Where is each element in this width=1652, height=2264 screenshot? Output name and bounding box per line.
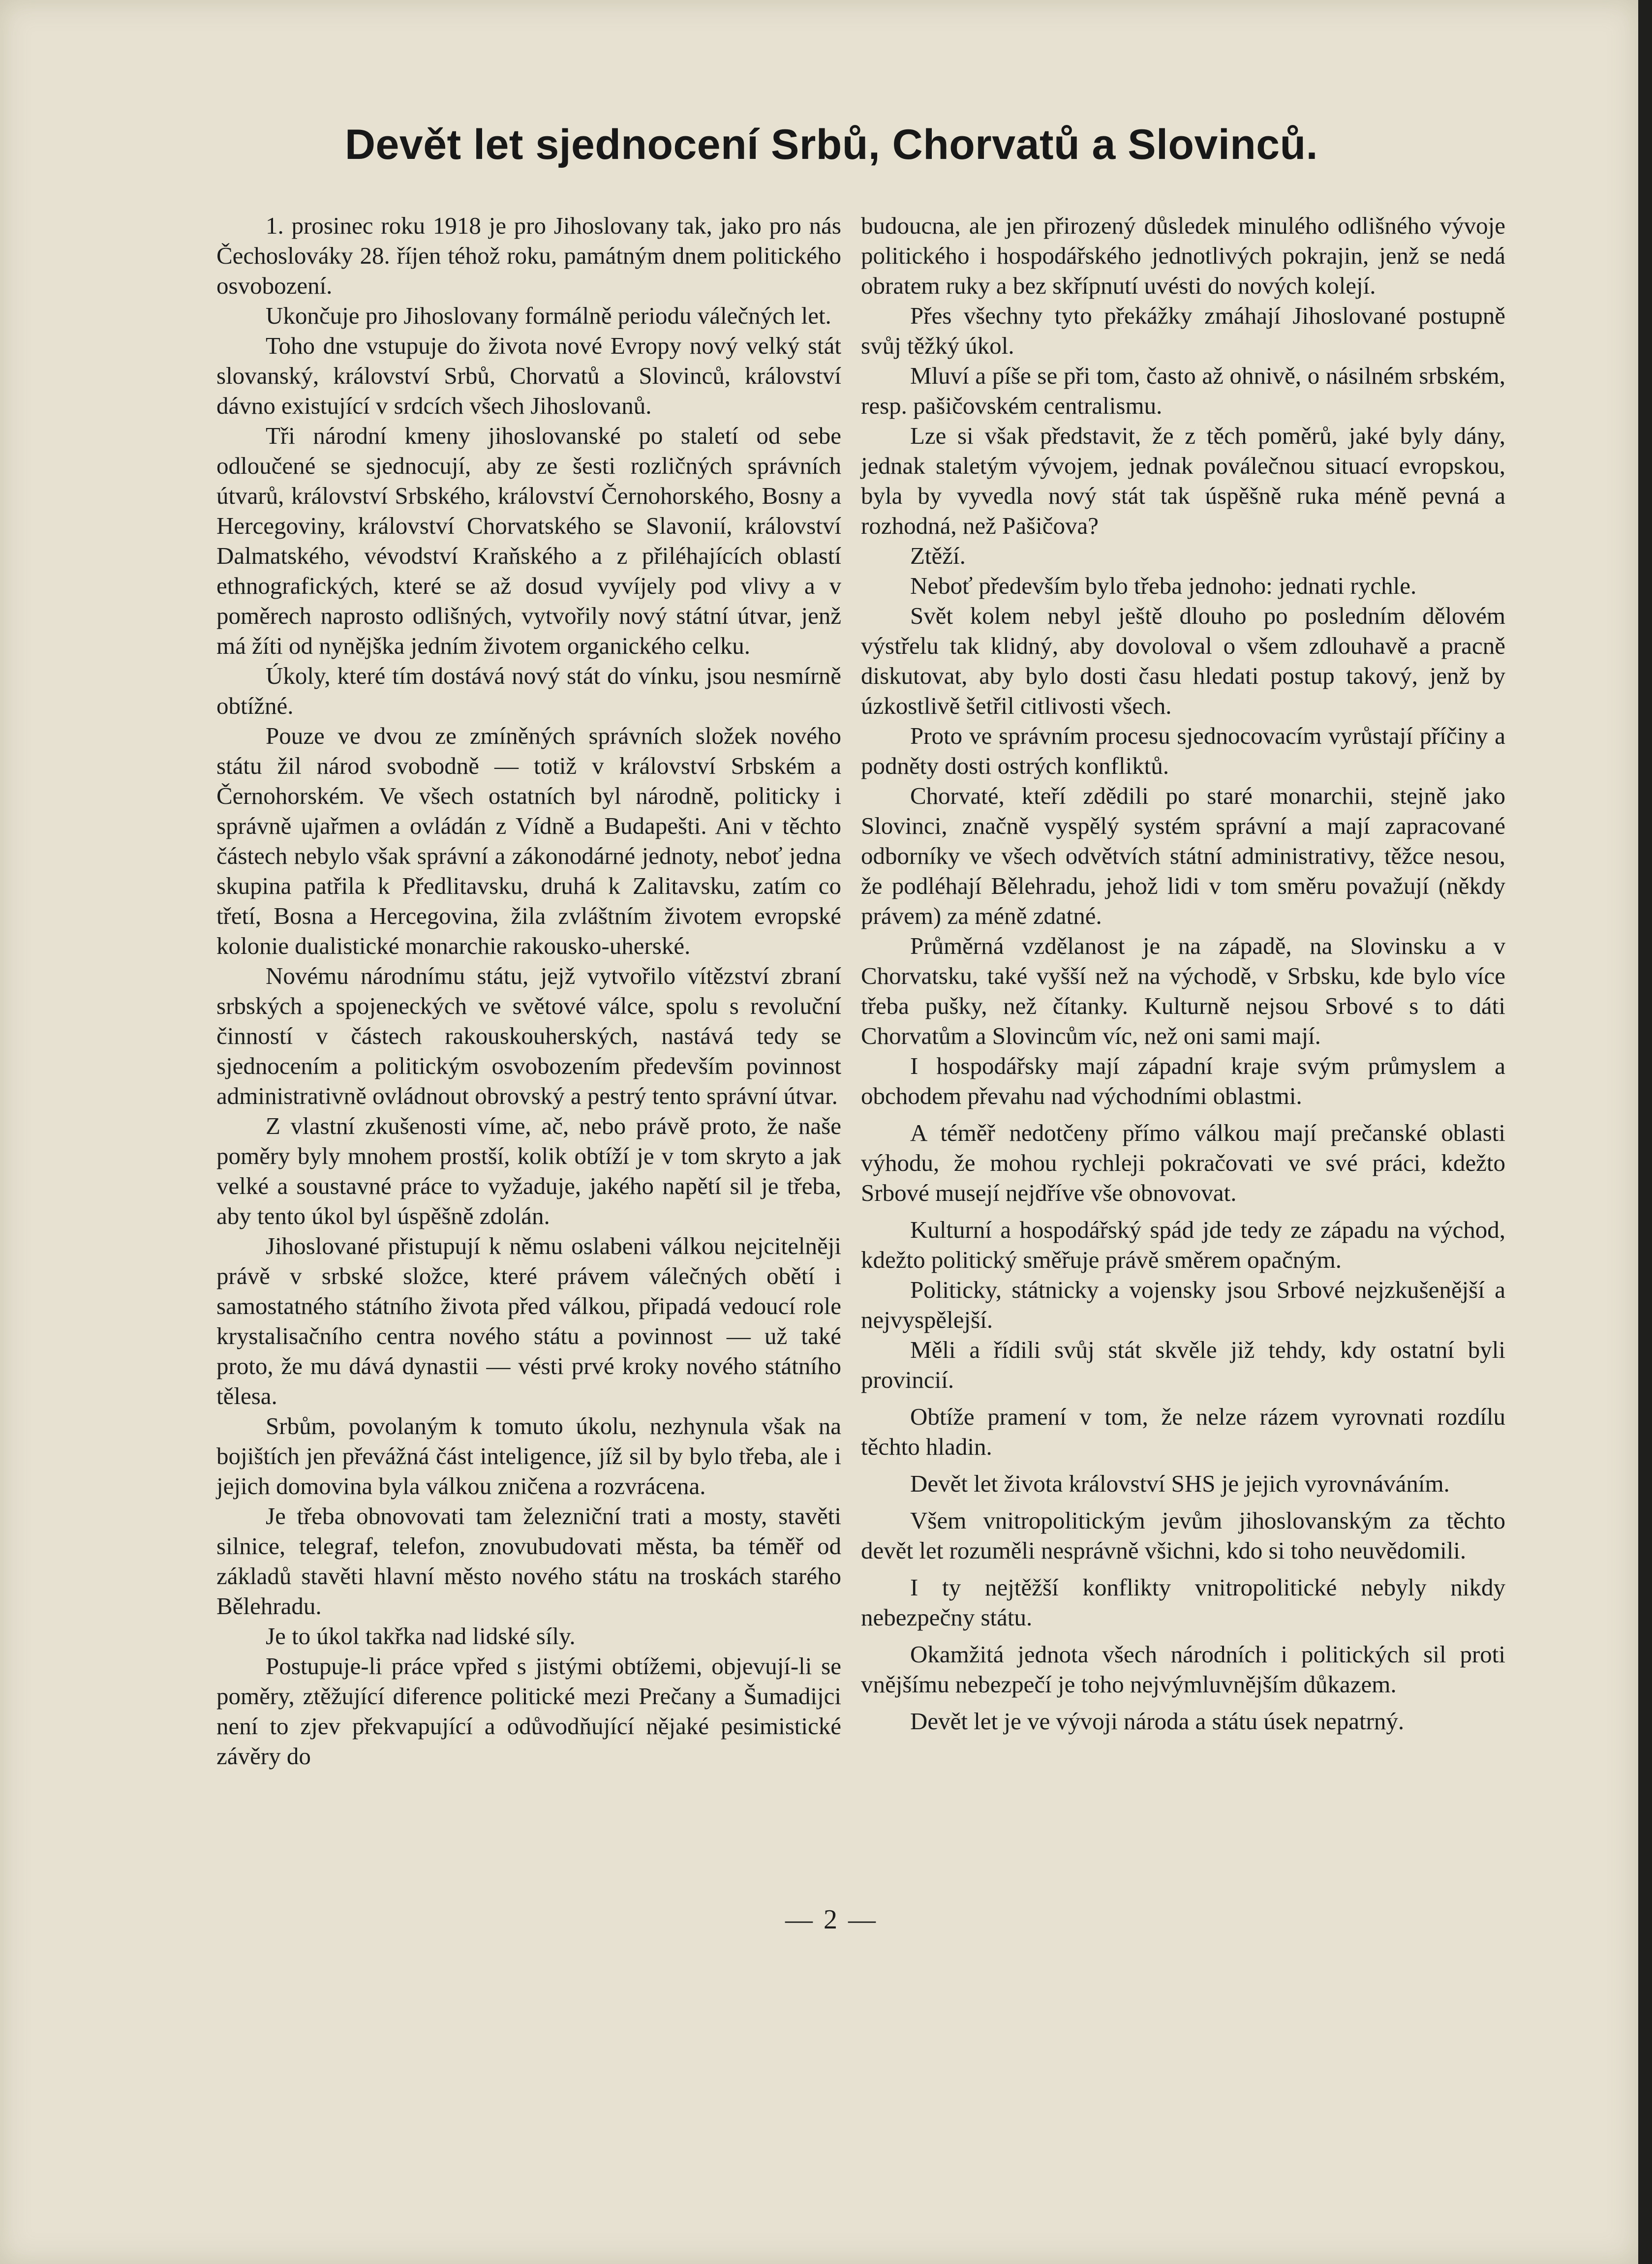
paragraph: 1. prosinec roku 1918 je pro Jihoslovany tak, jako pro nás Čechoslováky 28. říjen téhož roku, památným dnem politického osvobození.: [216, 212, 841, 299]
paragraph: Toho dne vstupuje do života nové Evropy nový velký stát slovanský, království Srbů, Chorvatů a Slovinců, království dávno existující v srdcích všech Jihoslovanů.: [216, 332, 841, 419]
paragraph: A téměř nedotčeny přímo válkou mají prečanské oblasti výhodu, že mohou rychleji pokračovati ve své práci, kdežto Srbové musejí nejdříve vše obnovovat.: [861, 1119, 1505, 1206]
paragraph: Proto ve správním procesu sjednocovacím vyrůstají příčiny a podněty dosti ostrých konfliktů.: [861, 722, 1505, 779]
paragraph: Postupuje-li práce vpřed s jistými obtížemi, objevují-li se poměry, ztěžující diference politické mezi Prečany a Šumadijci není to zjev překvapující a odůvodňující nějaké pesimistické závěry do: [216, 1652, 841, 1770]
paragraph: Všem vnitropolitickým jevům jihoslovanským za těchto devět let rozuměli nesprávně všichni, kdo si toho neuvědomili.: [861, 1507, 1505, 1564]
paragraph: I hospodářsky mají západní kraje svým průmyslem a obchodem převahu nad východními oblastmi.: [861, 1052, 1505, 1109]
paragraph: Lze si však představit, že z těch poměrů, jaké byly dány, jednak staletým vývojem, jednak poválečnou situací evropskou, byla by vyvedla nový stát tak úspěšně ruka méně pevná a rozhodná, než Pašičova?: [861, 422, 1505, 539]
right-column: [861, 211, 1505, 1736]
paragraph: Kulturní a hospodářský spád jde tedy ze západu na východ, kdežto politický směřuje právě směrem opačným.: [861, 1216, 1505, 1273]
paragraph: Devět let života království SHS je jejich vyrovnáváním.: [910, 1470, 1450, 1497]
paragraph: Úkoly, které tím dostává nový stát do vínku, jsou nesmírně obtížné.: [216, 662, 841, 719]
paragraph: Mluví a píše se při tom, často až ohnivě, o násilném srbském, resp. pašičovském centralismu.: [861, 362, 1505, 419]
paragraph: Je to úkol takřka nad lidské síly.: [266, 1622, 576, 1650]
paragraph: Tři národní kmeny jihoslovanské po staletí od sebe odloučené se sjednocují, aby ze šesti rozličných správních útvarů, království Srbského, království Černohorského, Bosny a Hercegoviny, království Chorvatského se Slavonií, království Dalmatského, vévodství Kraňského a z přiléhajících oblastí ethnografických, které se až dosud vyvíjely pod vlivy a v poměrech naprosto odlišných, vytvořily nový státní útvar, jenž má žíti od nynějška jedním životem organického celku.: [216, 422, 841, 659]
paragraph: Průměrná vzdělanost je na západě, na Slovinsku a v Chorvatsku, také vyšší než na východě, v Srbsku, kde bylo více třeba pušky, než čítanky. Kulturně nejsou Srbové s to dáti Chorvatům a Slovincům víc, než oni sami mají.: [861, 932, 1505, 1049]
paragraph: Okamžitá jednota všech národních i politických sil proti vnějšímu nebezpečí je toho nejvýmluvnějším důkazem.: [861, 1641, 1505, 1698]
paragraph: budoucna, ale jen přirozený důsledek minulého odlišného vývoje politického i hospodářského jednotlivých pokrajin, jenž se nedá obratem ruky a bez skřípnutí uvésti do nových kolejí.: [861, 212, 1505, 299]
paragraph: Měli a řídili svůj stát skvěle již tehdy, kdy ostatní byli provincií.: [861, 1336, 1505, 1393]
paragraph: Novému národnímu státu, jejž vytvořilo vítězství zbraní srbských a spojeneckých ve světové válce, spolu s revoluční činností v částech rakouskouherských, nastává tedy se sjednocením a politickým osvobozením především povinnost administrativně ovládnout obrovský a pestrý tento správní útvar.: [216, 962, 841, 1109]
paragraph: Přes všechny tyto překážky zmáhají Jihoslované postupně svůj těžký úkol.: [861, 302, 1505, 359]
paragraph: Politicky, státnicky a vojensky jsou Srbové nejzkušenější a nejvyspělejší.: [861, 1276, 1505, 1333]
article-title: Devět let sjednocení Srbů, Chorvatů a Slovinců.: [344, 121, 1318, 168]
paragraph: Je třeba obnovovati tam železniční trati a mosty, stavěti silnice, telegraf, telefon, znovubudovati města, ba téměř od základů stavěti hlavní město nového státu na troskách starého Bělehradu.: [216, 1502, 841, 1620]
paragraph: Z vlastní zkušenosti víme, ač, nebo právě proto, že naše poměry byly mnohem prostší, kolik obtíží je v tom skryto a jak velké a soustavné práce to vyžaduje, jakého napětí sil je třeba, aby tento úkol byl úspěšně zdolán.: [216, 1112, 841, 1229]
paragraph: Pouze ve dvou ze zmíněných správních složek nového státu žil národ svobodně — totiž v království Srbském a Černohorském. Ve všech ostatních byl národně, politicky i správně ujařmen a ovládán z Vídně a Budapešti. Ani v těchto částech nebylo však správní a zákonodárné jednoty, neboť jedna skupina patřila k Předlitavsku, druhá k Zalitavsku, zatím co třetí, Bosna a Hercegovina, žila zvláštním životem evropské kolonie dualistické monarchie rakousko-uherské.: [216, 722, 841, 959]
paragraph: I ty nejtěžší konflikty vnitropolitické nebyly nikdy nebezpečny státu.: [861, 1574, 1505, 1631]
paragraph: Ukončuje pro Jihoslovany formálně periodu válečných let.: [266, 302, 831, 329]
scan-edge: [1638, 0, 1652, 2264]
paragraph: Svět kolem nebyl ještě dlouho po posledním dělovém výstřelu tak klidný, aby dovoloval o všem zdlouhavě a pracně diskutovat, aby bylo dosti času hledati postup takový, jenž by úzkostlivě šetřil citlivosti všech.: [861, 602, 1505, 719]
paragraph: Srbům, povolaným k tomuto úkolu, nezhynula však na bojištích jen převážná část inteligence, jíž sil by bylo třeba, ale i jejich domovina byla válkou zničena a rozvrácena.: [216, 1412, 841, 1499]
paragraph: Obtíže pramení v tom, že nelze rázem vyrovnati rozdílu těchto hladin.: [861, 1403, 1505, 1460]
page-number: — 2 —: [785, 1904, 878, 1935]
paragraph: Ztěží.: [910, 542, 966, 569]
left-column: [216, 211, 841, 1771]
paragraph: Jihoslované přistupují k němu oslabeni válkou nejcitelněji právě v srbské složce, které právem válečných obětí i samostatného státního života před válkou, připadá vedoucí role krystalisačního centra nového státu a povinnost — už také proto, že mu dává dynastii — vésti prvé kroky nového státního tělesa.: [216, 1232, 841, 1409]
paragraph: Devět let je ve vývoji národa a státu úsek nepatrný.: [910, 1708, 1405, 1735]
paragraph: Neboť především bylo třeba jednoho: jednati rychle.: [910, 572, 1417, 599]
paragraph: Chorvaté, kteří zdědili po staré monarchii, stejně jako Slovinci, značně vyspělý systém správní a mají zapracované odborníky ve všech odvětvích státní administrativy, těžce nesou, že podléhají Bělehradu, jehož lidi v tom směru považují (někdy právem) za méně zdatné.: [861, 782, 1505, 929]
